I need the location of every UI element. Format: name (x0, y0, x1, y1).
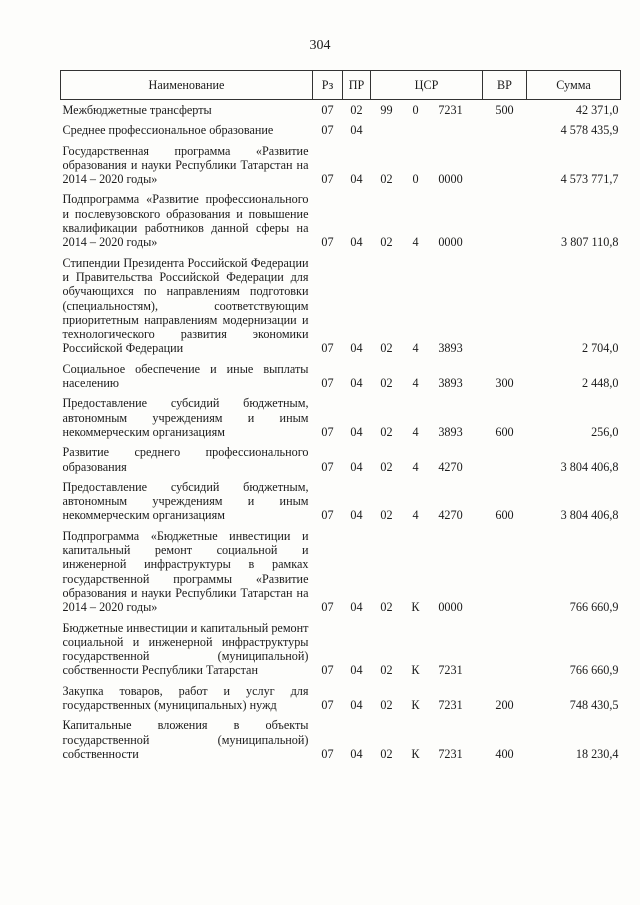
header-csr: ЦСР (371, 71, 483, 100)
row-sum: 766 660,9 (569, 663, 619, 678)
row-csr (371, 681, 483, 716)
csr-subprogram: 4 (412, 424, 419, 439)
row-name: Бюджетные инвестиции и капитальный ремонт социальной и инженерной инфраструктуры государственной (муниципальной) собственности Республики Татарстан (62, 620, 309, 678)
csr-subprogram: 4 (412, 341, 419, 356)
row-csr (371, 141, 483, 190)
row-sum: 18 230,4 (575, 746, 619, 761)
csr-direction: 3893 (438, 376, 463, 391)
csr-subprogram: К (411, 746, 420, 761)
csr-direction: 0000 (438, 235, 463, 250)
row-vr (483, 618, 527, 681)
csr-program: 02 (380, 341, 393, 356)
row-vr: 500 (495, 103, 514, 117)
row-name: Межбюджетные трансферты (62, 103, 212, 117)
row-pr: 04 (350, 376, 363, 391)
table-row (61, 253, 621, 359)
row-sum: 2 704,0 (581, 341, 619, 356)
csr-subprogram: 4 (412, 376, 419, 391)
table-row (61, 618, 621, 681)
table-header-row (61, 71, 621, 100)
csr-program: 02 (380, 376, 393, 391)
row-csr (371, 359, 483, 394)
csr-direction: 0000 (438, 600, 463, 615)
row-pr: 04 (350, 459, 363, 474)
row-rz: 07 (321, 376, 334, 391)
csr-direction: 4270 (438, 508, 463, 523)
row-name: Среднее профессиональное образование (62, 123, 274, 138)
row-csr (371, 100, 483, 121)
csr-direction: 3893 (438, 424, 463, 439)
csr-subprogram: К (411, 663, 420, 678)
row-csr (371, 526, 483, 618)
row-name: Капитальные вложения в объекты государственной (муниципальной) собственности (62, 718, 309, 761)
table-row (61, 189, 621, 252)
row-sum: 766 660,9 (569, 600, 619, 615)
row-pr: 04 (350, 123, 363, 138)
header-sum: Сумма (527, 71, 621, 100)
row-rz: 07 (321, 103, 334, 117)
row-name: Предоставление субсидий бюджетным, автономным учреждениям и иным некоммерческим организациям (62, 396, 309, 439)
row-name: Стипендии Президента Российской Федерации и Правительства Российской Федерации для обучающихся по направлениям подготовки (специальностям), соответствующим приоритетным направлениям модернизации и технологического развития экономики Российской Федерации (62, 255, 309, 356)
csr-program: 02 (380, 663, 393, 678)
csr-subprogram: 0 (412, 172, 419, 187)
row-sum: 4 578 435,9 (560, 123, 619, 138)
row-rz: 07 (321, 424, 334, 439)
row-pr: 04 (350, 341, 363, 356)
row-name: Предоставление субсидий бюджетным, автономным учреждениям и иным некоммерческим организациям (62, 479, 309, 523)
row-vr: 200 (495, 697, 514, 712)
row-pr: 04 (350, 508, 363, 523)
csr-subprogram: 0 (412, 103, 419, 117)
header-pr: ПР (343, 71, 371, 100)
csr-subprogram: 4 (412, 508, 419, 523)
row-pr: 04 (350, 746, 363, 761)
csr-program: 02 (380, 172, 393, 187)
row-csr (371, 120, 483, 140)
row-rz: 07 (321, 235, 334, 250)
budget-table (60, 70, 621, 764)
csr-direction: 7231 (438, 103, 463, 117)
row-sum: 2 448,0 (581, 376, 619, 391)
row-vr (483, 442, 527, 477)
row-csr (371, 253, 483, 359)
row-rz: 07 (321, 600, 334, 615)
row-rz: 07 (321, 697, 334, 712)
row-rz: 07 (321, 663, 334, 678)
row-rz: 07 (321, 123, 334, 138)
table-row (61, 393, 621, 442)
row-name: Государственная программа «Развитие образования и науки Республики Татарстан на 2014 – 2020 годы» (62, 143, 309, 187)
row-rz: 07 (321, 508, 334, 523)
row-sum: 4 573 771,7 (560, 172, 619, 187)
csr-program: 02 (380, 459, 393, 474)
row-vr: 600 (495, 508, 514, 523)
row-pr: 04 (350, 600, 363, 615)
row-pr: 02 (350, 103, 363, 117)
csr-program: 02 (380, 508, 393, 523)
csr-direction: 7231 (438, 746, 463, 761)
row-name: Социальное обеспечение и иные выплаты населению (62, 361, 309, 391)
table-row (61, 442, 621, 477)
csr-program: 02 (380, 697, 393, 712)
csr-direction: 0000 (438, 172, 463, 187)
header-vr: ВР (483, 71, 527, 100)
row-vr (483, 120, 527, 140)
csr-subprogram: 4 (412, 235, 419, 250)
row-vr: 600 (495, 424, 514, 439)
row-name: Подпрограмма «Бюджетные инвестиции и капитальный ремонт социальной и инженерной инфраструктуры в рамках государственной программы «Развитие образования и науки Республики Татарстан на 2014 – 2020 годы» (62, 528, 309, 615)
table-row (61, 477, 621, 526)
csr-program: 02 (380, 235, 393, 250)
table-row (61, 359, 621, 394)
row-vr (483, 253, 527, 359)
csr-program: 02 (380, 424, 393, 439)
row-csr (371, 618, 483, 681)
csr-direction: 7231 (438, 697, 463, 712)
row-name: Развитие среднего профессионального образования (62, 445, 309, 474)
row-rz: 07 (321, 459, 334, 474)
row-rz: 07 (321, 341, 334, 356)
header-name: Наименование (61, 71, 313, 100)
row-sum: 256,0 (591, 424, 619, 439)
csr-subprogram: К (411, 697, 420, 712)
row-rz: 07 (321, 746, 334, 761)
csr-direction: 7231 (438, 663, 463, 678)
row-csr (371, 189, 483, 252)
row-pr: 04 (350, 697, 363, 712)
row-sum: 3 807 110,8 (561, 235, 619, 250)
row-sum: 42 371,0 (575, 103, 619, 117)
row-pr: 04 (350, 424, 363, 439)
row-pr: 04 (350, 235, 363, 250)
csr-direction: 4270 (438, 459, 463, 474)
csr-program: 02 (380, 600, 393, 615)
row-pr: 04 (350, 663, 363, 678)
row-rz: 07 (321, 172, 334, 187)
row-sum: 748 430,5 (569, 697, 619, 712)
row-vr: 300 (495, 376, 514, 391)
row-vr (483, 141, 527, 190)
row-vr (483, 526, 527, 618)
row-csr (371, 715, 483, 764)
table-row (61, 141, 621, 190)
table-row (61, 715, 621, 764)
csr-direction: 3893 (438, 341, 463, 356)
row-name: Подпрограмма «Развитие профессионального и послевузовского образования и повышение квалификации работников данной сферы на 2014 – 2020 годы» (62, 192, 309, 250)
csr-subprogram: К (411, 600, 420, 615)
row-vr (483, 189, 527, 252)
table-row (61, 526, 621, 618)
table-row (61, 681, 621, 716)
table-row (61, 120, 621, 140)
csr-program: 02 (380, 746, 393, 761)
row-sum: 3 804 406,8 (560, 508, 619, 523)
row-pr: 04 (350, 172, 363, 187)
row-csr (371, 393, 483, 442)
row-csr (371, 442, 483, 477)
row-sum: 3 804 406,8 (560, 459, 619, 474)
table-row (61, 100, 621, 121)
row-name: Закупка товаров, работ и услуг для государственных (муниципальных) нужд (62, 683, 309, 712)
row-vr: 400 (495, 746, 514, 761)
row-csr (371, 477, 483, 526)
header-rz: Рз (313, 71, 343, 100)
csr-subprogram: 4 (412, 459, 419, 474)
page-number: 304 (309, 38, 331, 53)
csr-program: 99 (380, 103, 393, 117)
